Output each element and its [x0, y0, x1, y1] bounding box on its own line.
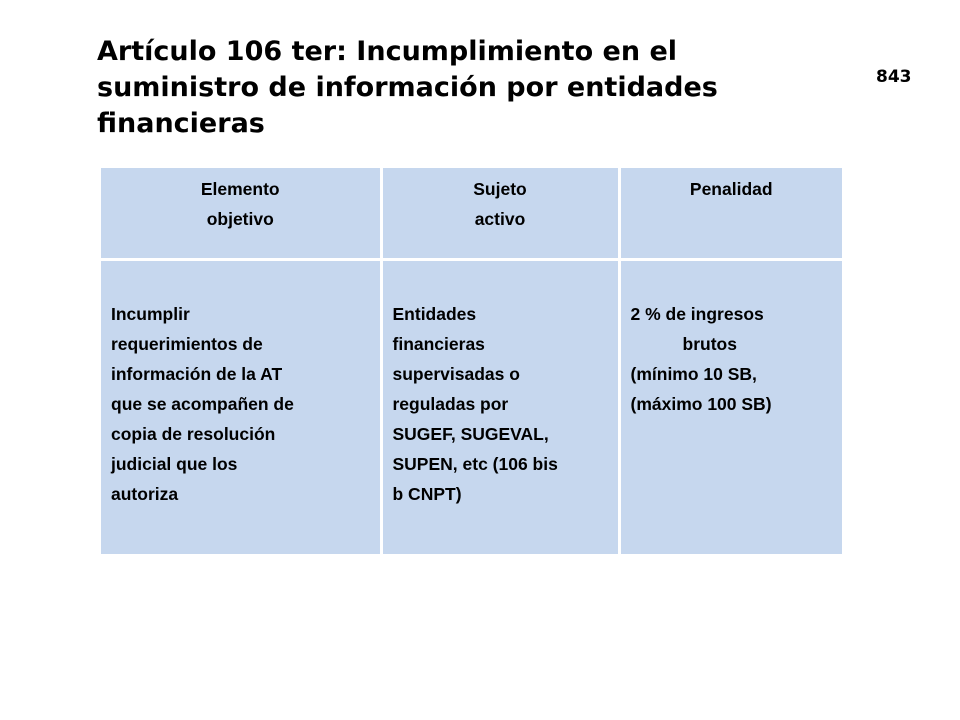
cell-line: Entidades [392, 304, 477, 324]
cell-line: (mínimo 10 SB, [630, 364, 757, 384]
cell-elemento-objetivo [101, 260, 381, 555]
cell-line: (máximo 100 SB) [630, 394, 772, 414]
cell-line: reguladas por [392, 394, 509, 414]
cell-line: Incumplir [111, 304, 190, 324]
cell-line: judicial que los [111, 454, 238, 474]
cell-line: información de la AT [111, 364, 283, 384]
cell-penalidad [619, 260, 842, 555]
header-line: Elemento [200, 179, 280, 199]
header-elemento-objetivo [101, 168, 381, 260]
cell-sujeto-activo [381, 260, 619, 555]
cell-line: supervisadas o [392, 364, 520, 384]
cell-line: 2 % de ingresos [630, 304, 764, 324]
cell-line: b CNPT) [392, 484, 462, 504]
header-line: Sujeto [473, 179, 527, 199]
cell-line: que se acompañen de [111, 394, 294, 414]
header-line: Penalidad [689, 179, 773, 199]
header-penalidad [619, 168, 842, 260]
penalty-table [101, 168, 842, 554]
header-sujeto-activo [381, 168, 619, 260]
table-header-row [101, 168, 842, 260]
cell-line: brutos [682, 334, 737, 354]
cell-line: financieras [392, 334, 485, 354]
cell-line: copia de resolución [111, 424, 276, 444]
cell-line: SUPEN, etc (106 bis [392, 454, 558, 474]
slide-title: Artículo 106 ter: Incumplimiento en el suministro de información por entidades financieras [97, 36, 718, 139]
cell-line: SUGEF, SUGEVAL, [392, 424, 549, 444]
header-line: objetivo [206, 209, 274, 229]
cell-line: requerimientos de [111, 334, 263, 354]
header-line: activo [474, 209, 526, 229]
table-row [101, 260, 842, 555]
cell-line: autoriza [111, 484, 179, 504]
page-number: 843 [876, 67, 912, 87]
